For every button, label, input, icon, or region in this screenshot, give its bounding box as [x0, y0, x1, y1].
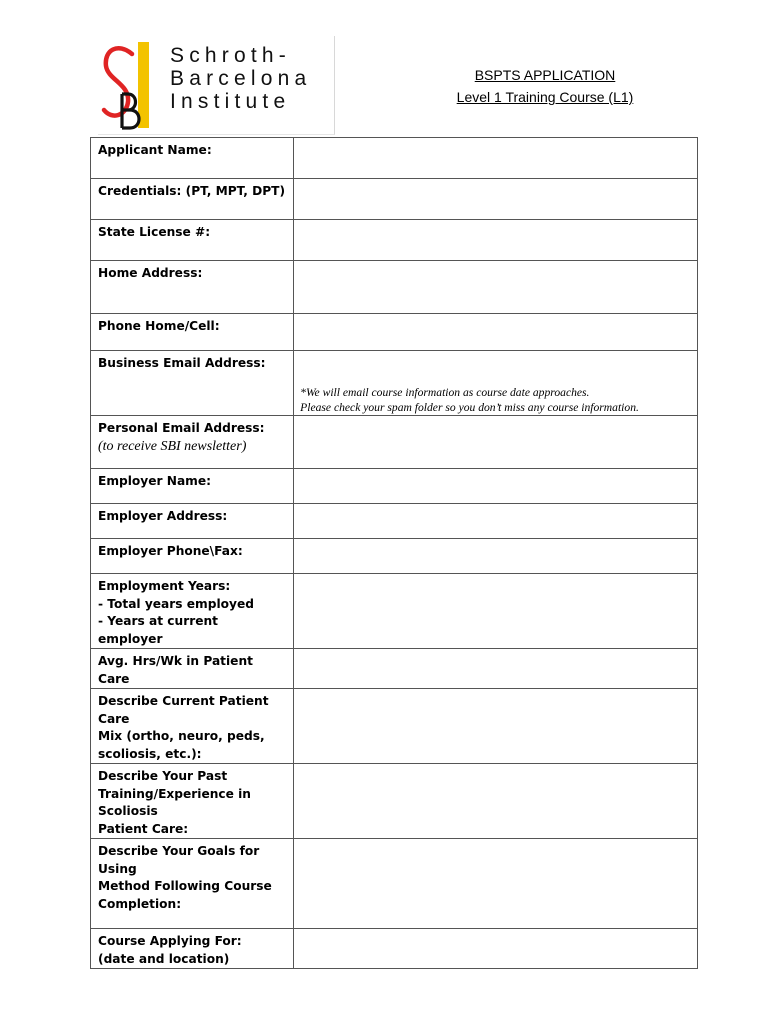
personal-email-label-text: Personal Email Address:: [98, 421, 265, 435]
employment-years-label: [91, 574, 294, 649]
page-header: [400, 64, 690, 108]
business-email-note-line-2: Please check your spam folder so you don’t miss any course information.: [300, 400, 639, 414]
phone-field[interactable]: [294, 314, 698, 351]
personal-email-field[interactable]: [294, 416, 698, 469]
care-mix-line-2: Mix (ortho, neuro, peds,: [98, 729, 265, 743]
home-address-label: Home Address:: [91, 261, 294, 314]
course-label: [91, 929, 294, 969]
form-row: [91, 504, 698, 539]
employment-years-field[interactable]: [294, 574, 698, 649]
form-row: [91, 179, 698, 220]
course-line-2: (date and location): [98, 951, 230, 966]
care-mix-line-1: Describe Current Patient Care: [98, 694, 269, 726]
personal-email-label: [91, 416, 294, 469]
course-line-1: Course Applying For:: [98, 934, 242, 948]
goals-line-1: Describe Your Goals for Using: [98, 844, 260, 876]
form-row: [91, 574, 698, 649]
employment-years-label-text: Employment Years:: [98, 579, 231, 593]
sbi-monogram: [98, 36, 178, 134]
form-row: [91, 929, 698, 969]
logo-wordmark: [170, 44, 311, 113]
course-field[interactable]: [294, 929, 698, 969]
employer-phone-field[interactable]: [294, 539, 698, 574]
form-row: [91, 839, 698, 929]
form-row: [91, 469, 698, 504]
employer-name-label: Employer Name:: [91, 469, 294, 504]
avg-hours-label: Avg. Hrs/Wk in Patient Care: [91, 649, 294, 689]
form-row: [91, 764, 698, 839]
form-row: [91, 220, 698, 261]
employment-years-total: - Total years employed: [98, 596, 254, 611]
form-row: [91, 261, 698, 314]
form-row: [91, 138, 698, 179]
care-mix-label: [91, 689, 294, 764]
application-form: [90, 137, 698, 969]
credentials-field[interactable]: [294, 179, 698, 220]
state-license-field[interactable]: [294, 220, 698, 261]
form-row: [91, 314, 698, 351]
business-email-field[interactable]: [294, 351, 698, 416]
logo-line-3: Institute: [170, 90, 291, 113]
employer-phone-label: Employer Phone\Fax:: [91, 539, 294, 574]
form-row: [91, 539, 698, 574]
form-row: [91, 689, 698, 764]
logo-line-1: Schroth-: [170, 44, 291, 67]
avg-hours-field[interactable]: [294, 649, 698, 689]
page-subtitle: Level 1 Training Course (L1): [456, 89, 634, 105]
applicant-name-label: Applicant Name:: [91, 138, 294, 179]
logo-b-letter: [122, 94, 139, 128]
state-license-label: State License #:: [91, 220, 294, 261]
form-row: [91, 416, 698, 469]
employment-years-current: - Years at current employer: [98, 614, 218, 646]
phone-label: Phone Home/Cell:: [91, 314, 294, 351]
page-title: BSPTS APPLICATION: [474, 67, 616, 83]
sbi-logo: [98, 36, 335, 135]
logo-s-letter: [104, 48, 132, 115]
past-training-line-1: Describe Your Past: [98, 769, 228, 783]
past-training-line-2: Training/Experience in Scoliosis: [98, 786, 251, 818]
credentials-label: Credentials: (PT, MPT, DPT): [91, 179, 294, 220]
business-email-note: [294, 351, 697, 415]
form-row: [91, 649, 698, 689]
employer-name-field[interactable]: [294, 469, 698, 504]
care-mix-field[interactable]: [294, 689, 698, 764]
logo-line-2: Barcelona: [170, 67, 312, 90]
personal-email-label-sub: (to receive SBI newsletter): [98, 438, 247, 454]
past-training-line-3: Patient Care:: [98, 821, 189, 836]
business-email-note-line-1: *We will email course information as course date approaches.: [300, 386, 590, 399]
goals-line-3: Completion:: [98, 896, 182, 911]
goals-line-2: Method Following Course: [98, 879, 272, 893]
home-address-field[interactable]: [294, 261, 698, 314]
form-row: [91, 351, 698, 416]
employer-address-field[interactable]: [294, 504, 698, 539]
employer-address-label: Employer Address:: [91, 504, 294, 539]
past-training-field[interactable]: [294, 764, 698, 839]
applicant-name-field[interactable]: [294, 138, 698, 179]
past-training-label: [91, 764, 294, 839]
care-mix-line-3: scoliosis, etc.):: [98, 746, 202, 761]
goals-label: [91, 839, 294, 929]
business-email-label: Business Email Address:: [91, 351, 294, 416]
goals-field[interactable]: [294, 839, 698, 929]
